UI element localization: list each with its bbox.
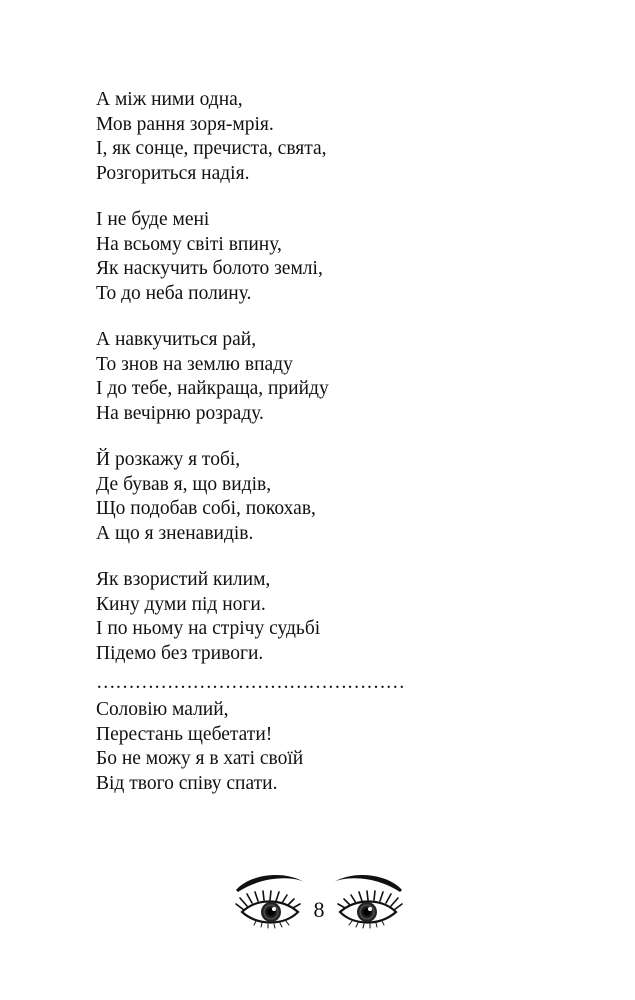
poem-line: Підемо без тривоги. [96, 642, 264, 664]
eye-icon [326, 868, 406, 932]
section-separator: ………………………………………… [96, 672, 405, 693]
poem-line: І не буде мені [96, 209, 210, 230]
poem-line: І, як сонце, пречиста, свята, [96, 138, 327, 159]
poem-line: І по ньому на стрічу судьбі [96, 618, 321, 639]
eye-icon [232, 868, 312, 932]
stanza-4 [96, 448, 566, 546]
poem-line: Мов рання зоря-мрія. [96, 113, 274, 135]
poem-line: Розгориться надія. [96, 162, 250, 184]
poem-line: Як наскучить болото землі, [96, 258, 323, 279]
poem-line: А між ними одна, [96, 89, 243, 110]
poem-line: Й розкажу я тобі, [96, 449, 241, 470]
poem-line: Бо не можу я в хаті своїй [96, 748, 304, 769]
poem-line: Перестань щебетати! [96, 723, 273, 745]
poem-line: Від твого співу спати. [96, 772, 278, 794]
poem-line: І до тебе, найкраща, прийду [96, 378, 329, 399]
page-footer [0, 868, 635, 938]
poem-line: Соловію малий, [96, 699, 229, 720]
poem-line: Як взористий килим, [96, 569, 271, 590]
poem-line: То знов на землю впаду [96, 353, 293, 375]
stanza-3 [96, 328, 566, 426]
stanza-1 [96, 88, 566, 186]
page-number: 8 [313, 897, 325, 922]
stanza-5 [96, 568, 566, 666]
poem-line: Кину думи під ноги. [96, 593, 266, 615]
poem-line: А що я зненавидів. [96, 522, 254, 544]
stanza-6 [96, 698, 566, 796]
poem-line: То до неба полину. [96, 282, 252, 304]
stanza-2 [96, 208, 566, 306]
poem-line: Що подобав собі, покохав, [96, 498, 316, 519]
poem-line: На всьому світі впину, [96, 233, 282, 255]
poem-line: А навкучиться рай, [96, 329, 257, 350]
poem-line: На вечірню розраду. [96, 402, 264, 424]
poem-line: Де бував я, що видів, [96, 473, 272, 495]
poem-text [96, 88, 566, 818]
